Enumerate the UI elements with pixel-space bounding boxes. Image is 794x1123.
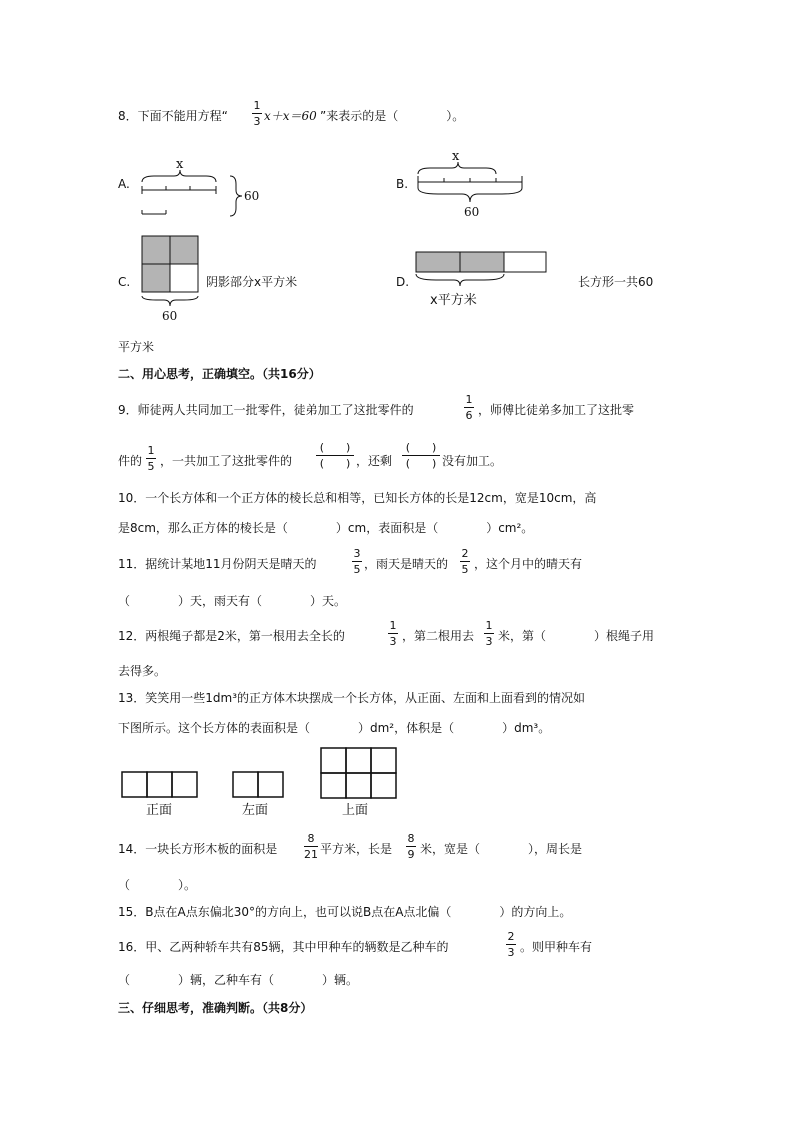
q12-line1a: 12．两根绳子都是2米，第一根用去全长的: [118, 629, 345, 643]
q16-line1a: 16．甲、乙两种轿车共有85辆，其中甲种车的辆数是乙种车的: [118, 940, 449, 954]
q15-line: 15．B点在A点东偏北30°的方向上，也可以说B点在A点北偏（ ）的方向上。: [118, 905, 572, 919]
q8-option-a-label: A.: [118, 177, 130, 191]
q13-views-diagram: [120, 746, 402, 800]
q8-suffix: ”来表示的是（ ）。: [320, 109, 465, 123]
q8-fraction: 1 3: [253, 99, 261, 128]
q8-option-d-label: D.: [396, 275, 410, 289]
q12-fraction-1: 1 3: [389, 619, 397, 648]
q8-option-b-label: B.: [396, 177, 409, 191]
q8-option-d-right: 长方形一共60: [578, 275, 654, 289]
q16-fraction: 2 3: [507, 930, 515, 959]
section-3-heading: 三、仔细思考，准确判断。（共8分）: [118, 1001, 313, 1015]
q9-line1b: ，师傅比徒弟多加工了这批零: [478, 403, 635, 417]
q11-fraction-2: 2 5: [461, 547, 469, 576]
q14-line1c: 米，宽是（ ），周长是: [420, 842, 583, 856]
q10-line2: 是8cm，那么正方体的棱长是（ ）cm，表面积是（ ）cm²。: [118, 521, 534, 535]
q10-line1: 10．一个长方体和一个正方体的棱长总和相等，已知长方体的长是12cm，宽是10cm，高: [118, 491, 597, 505]
q11-line1c: ，这个月中的晴天有: [474, 557, 583, 571]
q13-top-label: 上面: [342, 803, 369, 818]
q8-option-c-label: C.: [118, 275, 131, 289]
q12-line1b: ，第二根用去: [402, 629, 475, 643]
q14-line2: （ ）。: [118, 878, 197, 892]
q8-option-c-diagram: [140, 234, 202, 310]
q16-line1b: 。则甲种车有: [520, 940, 593, 954]
q8-option-a-diagram: [136, 168, 286, 226]
q11-fraction-1: 3 5: [353, 547, 361, 576]
q14-fraction-1: 8 21: [304, 832, 318, 861]
q9-line1a: 9．师徒两人共同加工一批零件，徒弟加工了这批零件的: [118, 403, 414, 417]
q13-line1: 13．笑笑用一些1dm³的正方体木块摆成一个长方体，从正面、左面和上面看到的情况如: [118, 691, 586, 705]
q13-front-label: 正面: [146, 803, 173, 818]
q8-option-d-diagram: [414, 250, 550, 292]
q9-blank-fraction-2[interactable]: ( ) ( ): [402, 442, 440, 469]
q9-line2c: ，还剩: [356, 454, 393, 468]
q9-line2a: 件的: [118, 454, 143, 468]
q12-fraction-2: 1 3: [485, 619, 493, 648]
q8-option-c-total: 60: [162, 309, 178, 323]
q8-equation: x＋x＝60: [264, 109, 317, 123]
q12-line2: 去得多。: [118, 664, 167, 678]
q8-option-b-x: x: [452, 149, 460, 164]
q8-option-a-total: 60: [244, 189, 260, 203]
q9-line2b: ，一共加工了这批零件的: [160, 454, 293, 468]
q9-blank-fraction-1[interactable]: ( ) ( ): [316, 442, 354, 469]
top-view: [321, 748, 396, 798]
section-2-heading: 二、用心思考，正确填空。（共16分）: [118, 367, 321, 381]
q8-option-a-x: x: [176, 157, 184, 172]
q8-option-b-diagram: [414, 162, 529, 206]
q8-option-c-caption: 阴影部分x平方米: [206, 275, 298, 289]
front-view: [122, 772, 197, 797]
q14-line1b: 平方米，长是: [320, 842, 393, 856]
q8-prefix: 8．下面不能用方程“: [118, 109, 228, 123]
q13-line2: 下图所示。这个长方体的表面积是（ ）dm²，体积是（ ）dm³。: [118, 721, 551, 735]
q11-line2: （ ）天，雨天有（ ）天。: [118, 594, 347, 608]
q11-line1b: ，雨天是晴天的: [364, 557, 449, 571]
q9-fraction-1: 1 6: [465, 393, 473, 422]
q9-fraction-2: 1 5: [147, 444, 155, 473]
q13-left-label: 左面: [242, 803, 269, 818]
q12-line1c: 米，第（ ）根绳子用: [498, 629, 655, 643]
q8-option-b-total: 60: [464, 205, 480, 219]
left-view: [233, 772, 283, 797]
q14-line1a: 14．一块长方形木板的面积是: [118, 842, 278, 856]
q11-line1a: 11．据统计某地11月份阴天是晴天的: [118, 557, 317, 571]
q8-wrap: 平方米: [118, 340, 155, 354]
q16-line2: （ ）辆，乙种车有（ ）辆。: [118, 973, 359, 987]
q14-fraction-2: 8 9: [407, 832, 415, 861]
q9-line2d: 没有加工。: [442, 454, 503, 468]
q8-option-d-caption: x平方米: [430, 293, 477, 308]
